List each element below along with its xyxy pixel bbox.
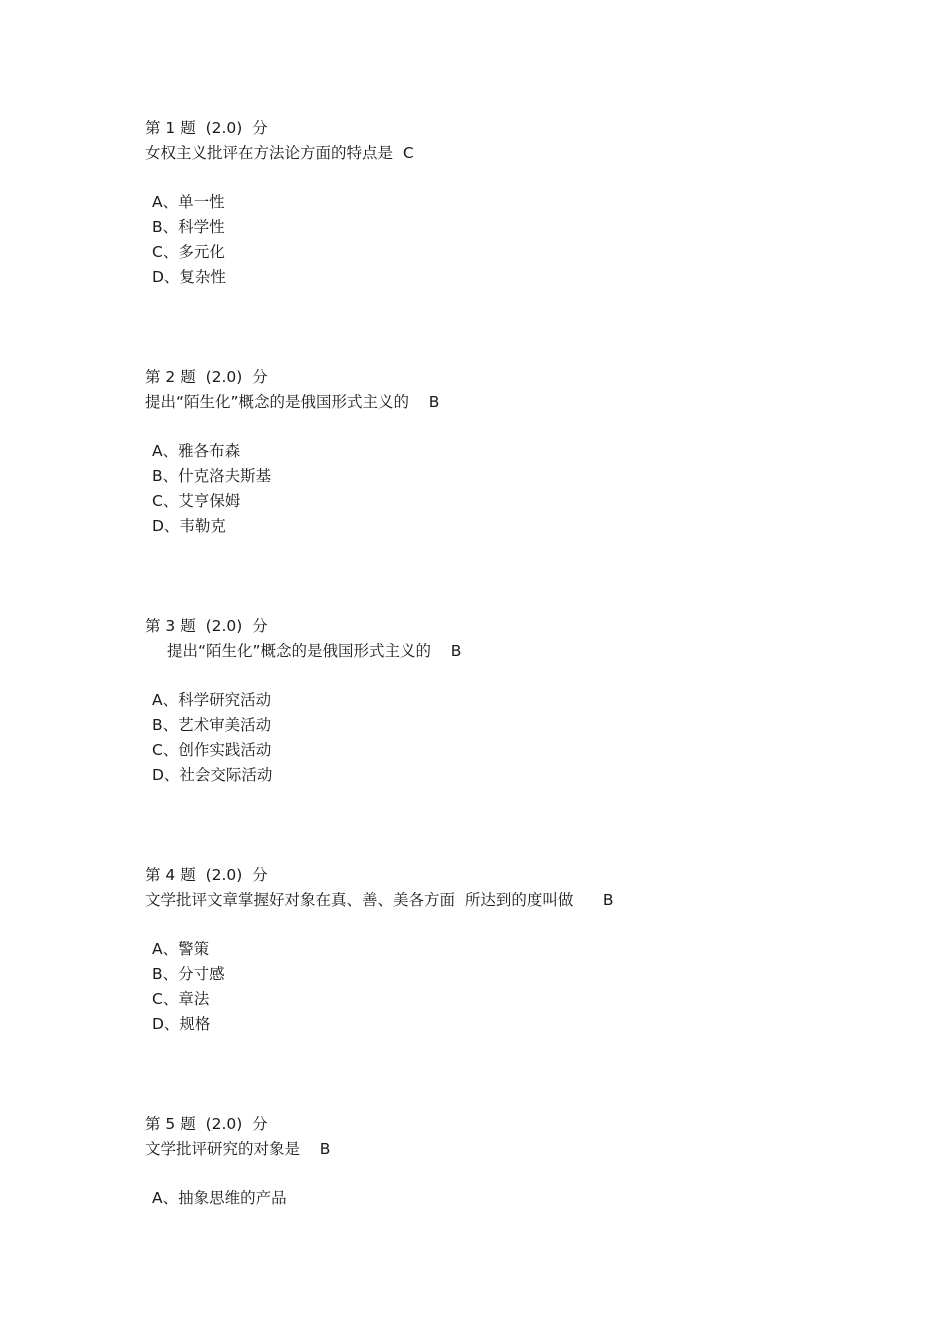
question-header: 第 2 题 (2.0) 分 (145, 368, 268, 386)
question-prompt: 文学批评文章掌握好对象在真、善、美各方面 所达到的度叫做 B (145, 891, 614, 909)
question-1 (145, 116, 845, 290)
option-a: A、警策 (152, 940, 210, 958)
option-b: B、什克洛夫斯基 (152, 467, 272, 485)
question-header: 第 3 题 (2.0) 分 (145, 617, 268, 635)
question-header: 第 1 题 (2.0) 分 (145, 119, 268, 137)
question-3 (145, 614, 845, 788)
question-prompt: 文学批评研究的对象是 B (145, 1140, 331, 1158)
option-c: C、章法 (152, 990, 210, 1008)
option-d: D、韦勒克 (152, 517, 226, 535)
option-d: D、规格 (152, 1015, 211, 1033)
question-header: 第 4 题 (2.0) 分 (145, 866, 268, 884)
option-c: C、多元化 (152, 243, 225, 261)
question-5 (145, 1112, 845, 1211)
question-4 (145, 863, 845, 1037)
question-prompt: 提出“陌生化”概念的是俄国形式主义的 B (145, 393, 440, 411)
option-a: A、雅各布森 (152, 442, 241, 460)
option-d: D、复杂性 (152, 268, 226, 286)
option-a: A、抽象思维的产品 (152, 1189, 287, 1207)
option-a: A、科学研究活动 (152, 691, 272, 709)
option-b: B、科学性 (152, 218, 225, 236)
option-d: D、社会交际活动 (152, 766, 273, 784)
option-a: A、单一性 (152, 193, 225, 211)
option-b: B、艺术审美活动 (152, 716, 272, 734)
question-header: 第 5 题 (2.0) 分 (145, 1115, 268, 1133)
option-c: C、艾亨保姆 (152, 492, 241, 510)
option-c: C、创作实践活动 (152, 741, 272, 759)
question-2 (145, 365, 845, 539)
question-prompt: 提出“陌生化”概念的是俄国形式主义的 B (167, 642, 462, 660)
question-prompt: 女权主义批评在方法论方面的特点是 C (145, 144, 414, 162)
option-b: B、分寸感 (152, 965, 225, 983)
